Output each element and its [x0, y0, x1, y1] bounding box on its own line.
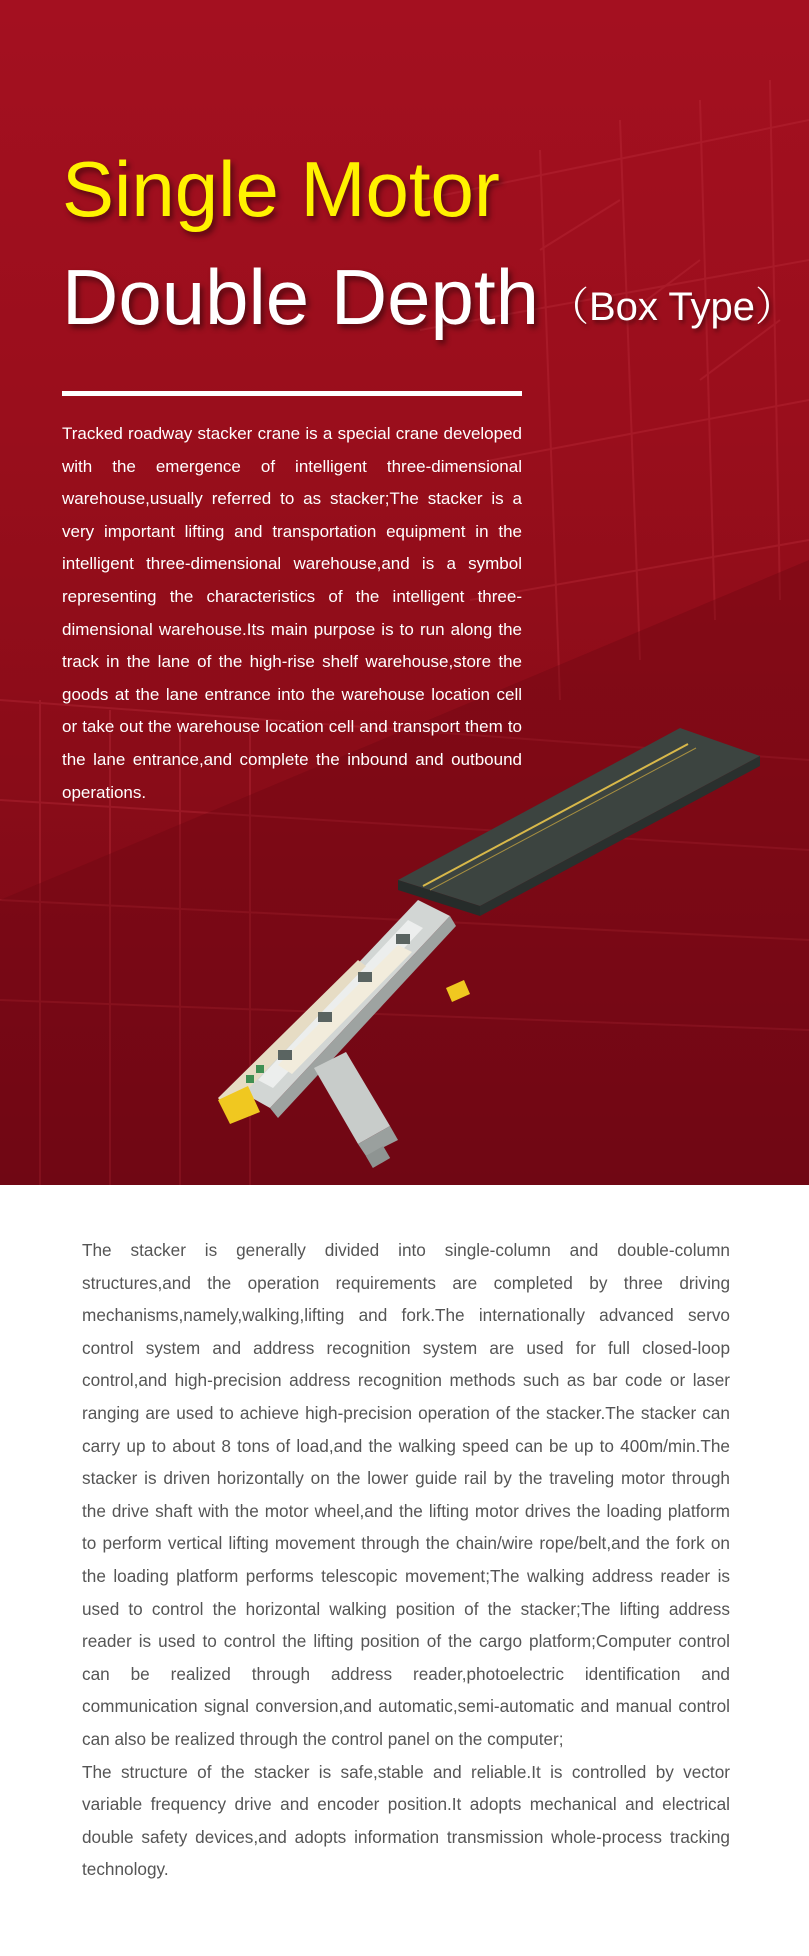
title-line-1: Single Motor — [62, 145, 500, 233]
title-line-2: Double Depth — [62, 253, 539, 341]
body-paragraph-1: The stacker is generally divided into single-column and double-column structures,and the operation requirements are completed by three driving mechanisms,namely,walking,lifting and fork.The internationally advanced servo control system and address recognition system are used for full closed-loop control,and high-precision address recognition methods such as bar code or laser ranging are used to achieve high-precision operation of the stacker.The stacker can carry up to about 8 tons of load,and the walking speed can be up to 400m/min.The stacker is driven horizontally on the lower guide rail by the traveling motor through the drive shaft with the motor wheel,and the lifting motor drives the loading platform to perform vertical lifting movement through the chain/wire rope/belt,and the fork on the loading platform performs telescopic movement;The walking address reader is used to control the horizontal walking position of the stacker;The lifting address reader is used to control the lifting position of the cargo platform;Computer control can be realized through address reader,photoelectric identification and communication signal conversion,and automatic,semi-automatic and manual control can also be realized through the control panel on the computer; — [82, 1240, 730, 1749]
title-line-2-row — [62, 253, 796, 341]
title-suffix: （Box Type） — [549, 285, 796, 329]
body-paragraph-2: The structure of the stacker is safe,stable and reliable.It is controlled by vector variable frequency drive and encoder position.It adopts mechanical and electrical double safety devices,and adopts information transmission whole-process tracking technology. — [82, 1761, 730, 1880]
body-description — [82, 1234, 730, 1886]
hero-description: Tracked roadway stacker crane is a special crane developed with the emergence of intelligent three-dimensional warehouse,usually referred to as stacker;The stacker is a very important lifting and transportation equipment in the intelligent three-dimensional warehouse,and is a symbol representing the characteristics of the intelligent three-dimensional warehouse.Its main purpose is to run along the track in the lane of the high-rise shelf warehouse,store the goods at the lane entrance into the warehouse location cell or take out the warehouse location cell and transport them to the lane entrance,and complete the inbound and outbound operations. — [62, 424, 522, 802]
title-divider — [62, 391, 522, 396]
stacker-fork-image — [218, 720, 778, 1185]
